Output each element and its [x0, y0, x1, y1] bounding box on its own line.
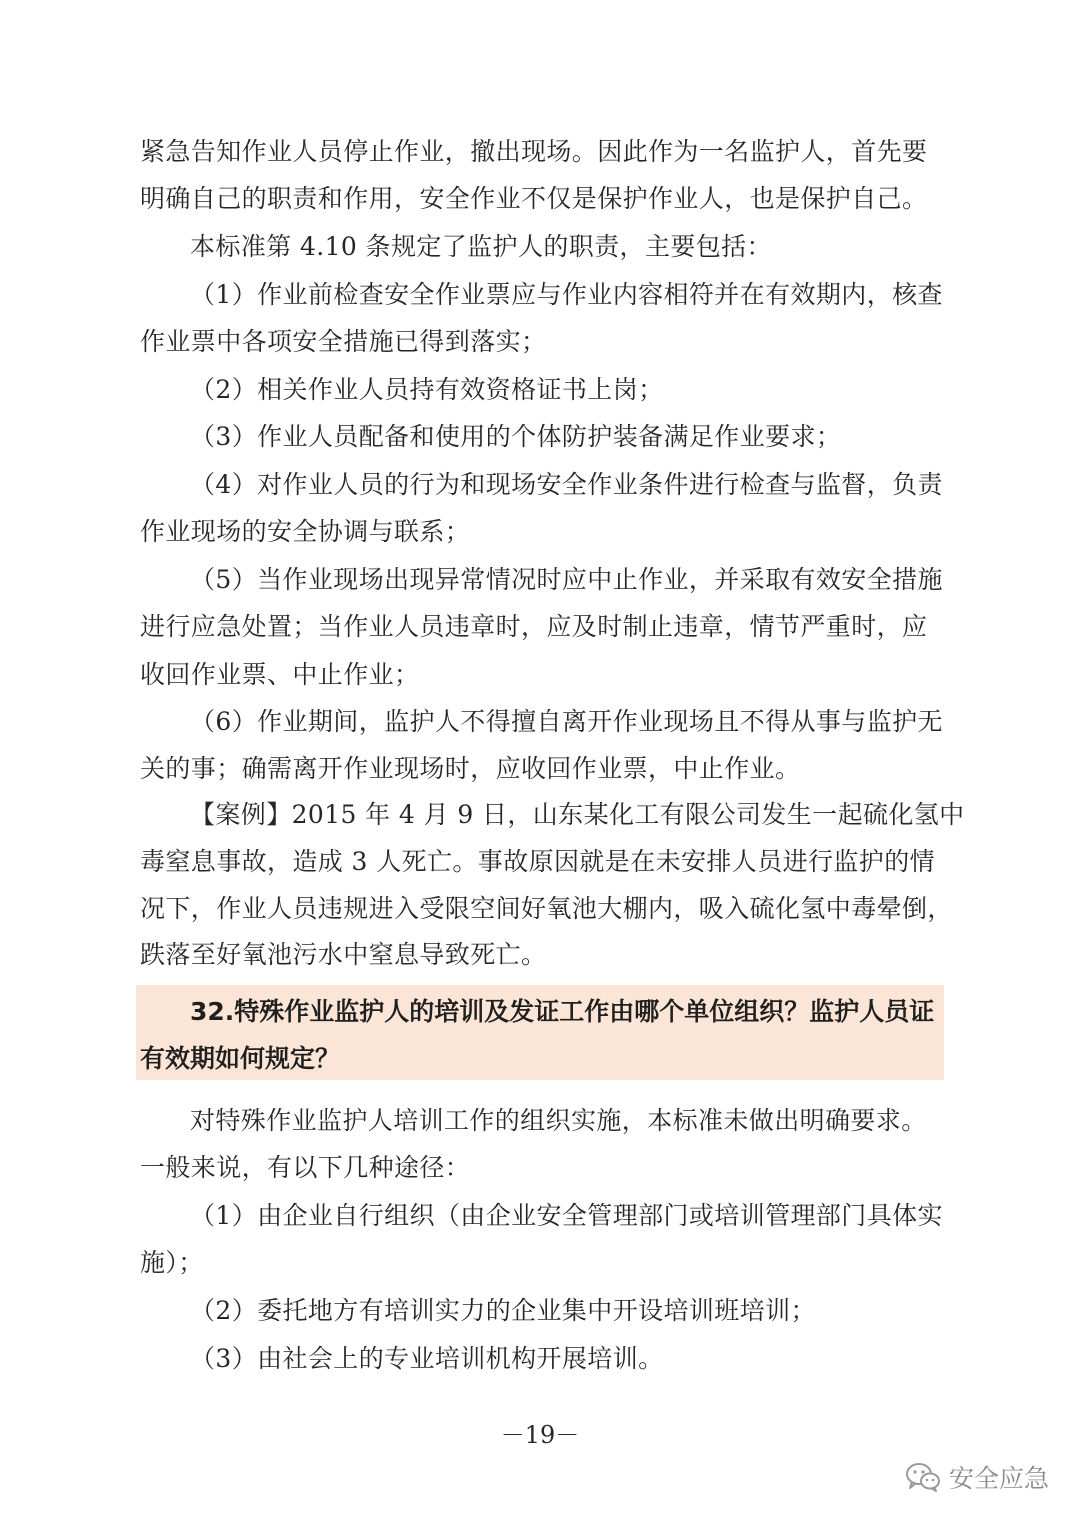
question-heading: 有效期如何规定？: [140, 1044, 341, 1073]
watermark-text: 安全应急: [949, 1464, 1050, 1493]
text-line: 收回作业票、中止作业；: [140, 660, 420, 689]
text-line: 关的事；确需离开作业现场时，应收回作业票，中止作业。: [140, 754, 801, 783]
text-line: （3）由社会上的专业培训机构开展培训。: [190, 1344, 664, 1373]
text-line: 跌落至好氧池污水中窒息导致死亡。: [140, 940, 547, 969]
text-line: （1）作业前检查安全作业票应与作业内容相符并在有效期内，核查: [190, 280, 943, 309]
text-line: 进行应急处置；当作业人员违章时，应及时制止违章，情节严重时，应: [140, 612, 928, 641]
text-line: （2）相关作业人员持有效资格证书上岗；: [190, 375, 664, 404]
wechat-icon: [905, 1462, 941, 1492]
page-number: －19－: [500, 1421, 580, 1449]
text-line: （1）由企业自行组织（由企业安全管理部门或培训管理部门具体实: [190, 1201, 943, 1230]
text-line: 施）；: [140, 1248, 204, 1277]
text-line: 作业现场的安全协调与联系；: [140, 517, 471, 546]
text-line: 明确自己的职责和作用，安全作业不仅是保护作业人，也是保护自己。: [140, 184, 928, 213]
text-line: 紧急告知作业人员停止作业，撤出现场。因此作为一名监护人，首先要: [140, 137, 928, 166]
text-line: 【案例】2015 年 4 月 9 日，山东某化工有限公司发生一起硫化氢中: [190, 800, 965, 829]
text-line: （6）作业期间，监护人不得擅自离开作业现场且不得从事与监护无: [190, 707, 943, 736]
wechat-watermark: [905, 1455, 1049, 1499]
text-line: 况下，作业人员违规进入受限空间好氧池大棚内，吸入硫化氢中毒晕倒，: [140, 894, 953, 923]
text-line: 毒窒息事故，造成 3 人死亡。事故原因就是在未安排人员进行监护的情: [140, 847, 936, 876]
text-line: 对特殊作业监护人培训工作的组织实施，本标准未做出明确要求。: [190, 1106, 927, 1135]
text-line: 一般来说，有以下几种途径：: [140, 1153, 471, 1182]
text-line: （4）对作业人员的行为和现场安全作业条件进行检查与监督，负责: [190, 470, 943, 499]
text-line: （5）当作业现场出现异常情况时应中止作业，并采取有效安全措施: [190, 565, 943, 594]
question-heading: 32.特殊作业监护人的培训及发证工作由哪个单位组织？监护人员证: [190, 997, 935, 1026]
text-line: 本标准第 4.10 条规定了监护人的职责，主要包括：: [190, 232, 772, 261]
text-line: （2）委托地方有培训实力的企业集中开设培训班培训；: [190, 1296, 816, 1325]
text-line: （3）作业人员配备和使用的个体防护装备满足作业要求；: [190, 422, 842, 451]
text-line: 作业票中各项安全措施已得到落实；: [140, 327, 547, 356]
